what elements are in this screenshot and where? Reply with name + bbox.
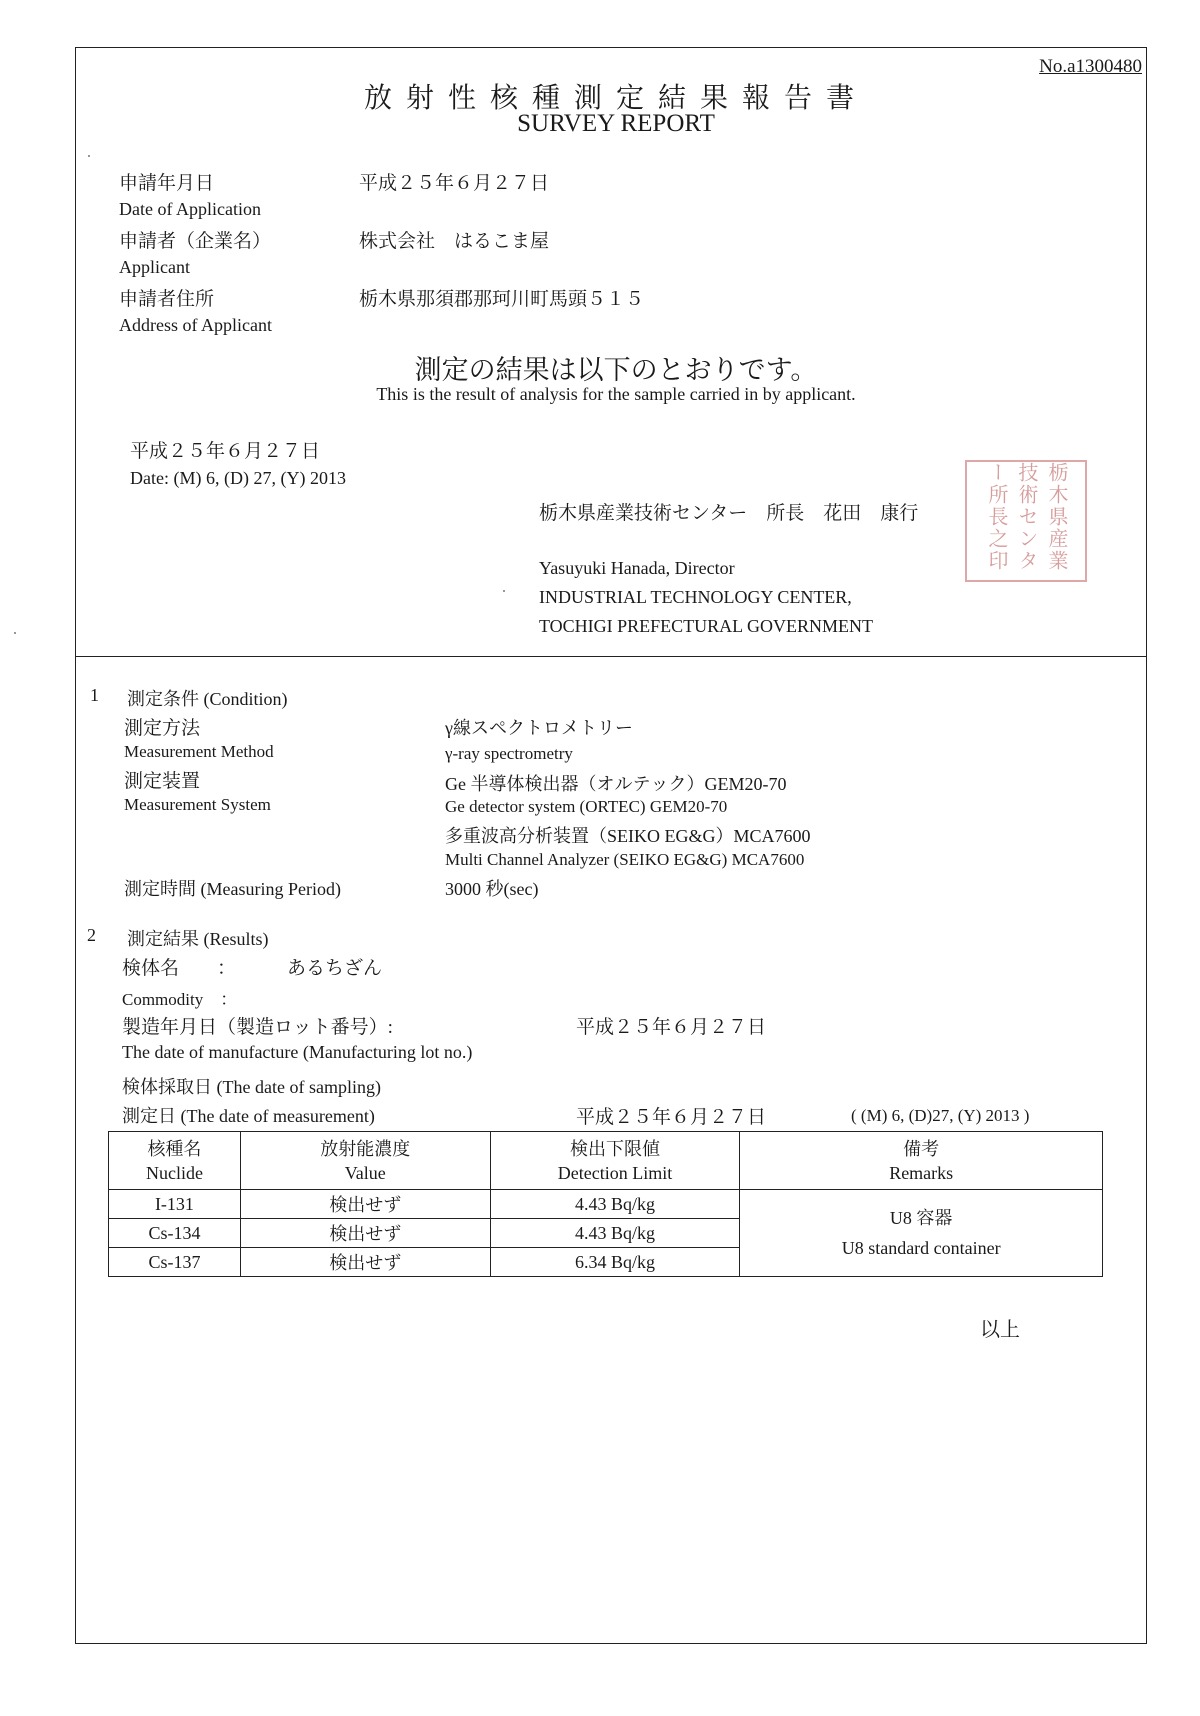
header-nuclide-en: Nuclide — [145, 1162, 203, 1183]
issue-date-ja: 平成２５年６月２７日 — [130, 441, 321, 462]
cell-value: 検出せず — [240, 1219, 490, 1248]
header-remarks-ja: 備考 — [903, 1138, 940, 1159]
scan-speck — [88, 155, 90, 157]
header-nuclide-ja: 核種名 — [147, 1138, 202, 1159]
seal-lettering: 栃木県産業技術センター所長之印 — [985, 462, 1067, 572]
applicant-label-ja: 申請者（企業名） — [119, 231, 272, 252]
issue-date-en: Date: (M) 6, (D) 27, (Y) 2013 — [130, 468, 346, 488]
header-remarks — [740, 1132, 1103, 1190]
period-value: 3000 秒(sec) — [445, 879, 539, 899]
table-row — [109, 1190, 1103, 1219]
header-remarks-en: Remarks — [889, 1162, 954, 1183]
document-number: No.a1300480 — [1039, 56, 1142, 77]
title-japanese: 放射性核種測定結果報告書 — [363, 83, 868, 114]
address-value: 栃木県那須郡那珂川町馬頭５１５ — [359, 289, 645, 310]
official-seal — [965, 460, 1087, 582]
header-limit-en: Detection Limit — [557, 1162, 673, 1183]
cell-nuclide: Cs-137 — [109, 1248, 241, 1277]
scan-speck — [503, 590, 505, 592]
method-value-ja: γ線スペクトロメトリー — [445, 718, 633, 738]
commodity-value: あるちざん — [287, 958, 383, 979]
method-value-en: γ-ray spectrometry — [445, 744, 573, 763]
results-table — [108, 1131, 1103, 1277]
commodity-label-en: Commodity ： — [122, 990, 238, 1009]
notice-japanese: 測定の結果は以下のとおりです。 — [414, 355, 818, 385]
manufacture-value: 平成２５年６月２７日 — [576, 1017, 767, 1038]
manufacture-label-en: The date of manufacture (Manufacturing lot no.) — [122, 1042, 473, 1062]
issuer-name-en: Yasuyuki Hanada, Director — [539, 558, 735, 578]
application-date-label-ja: 申請年月日 — [119, 173, 215, 194]
application-date-value: 平成２５年６月２７日 — [359, 173, 550, 194]
cell-nuclide: I-131 — [109, 1190, 241, 1219]
issuer-org-line1: INDUSTRIAL TECHNOLOGY CENTER, — [539, 587, 852, 607]
cell-limit: 6.34 Bq/kg — [490, 1248, 740, 1277]
cell-value: 検出せず — [240, 1190, 490, 1219]
section2-number: 2 — [87, 925, 96, 945]
manufacture-label-ja: 製造年月日（製造ロット番号）: — [122, 1017, 393, 1038]
header-limit — [490, 1132, 740, 1190]
system-value-line1: Ge 半導体検出器（オルテック）GEM20-70 — [445, 774, 787, 794]
header-limit-ja: 検出下限値 — [569, 1138, 660, 1159]
method-label-en: Measurement Method — [124, 742, 274, 761]
closing-mark: 以上 — [980, 1319, 1020, 1341]
measurement-value-en: ( (M) 6, (D)27, (Y) 2013 ) — [851, 1106, 1030, 1125]
system-value-line3: 多重波高分析装置（SEIKO EG&G）MCA7600 — [445, 826, 811, 846]
header-value — [240, 1132, 490, 1190]
address-label-en: Address of Applicant — [119, 315, 272, 335]
cell-value: 検出せず — [240, 1248, 490, 1277]
notice-english: This is the result of analysis for the sample carried in by applicant. — [376, 384, 856, 404]
sampling-label: 検体採取日 (The date of sampling) — [122, 1077, 381, 1097]
cell-limit: 4.43 Bq/kg — [490, 1190, 740, 1219]
remarks-en: U8 standard container — [841, 1238, 1001, 1258]
issuer-line-ja: 栃木県産業技術センター 所長 花田 康行 — [539, 503, 919, 524]
section-divider — [75, 656, 1147, 657]
cell-nuclide: Cs-134 — [109, 1219, 241, 1248]
measurement-label: 測定日 (The date of measurement) — [122, 1106, 375, 1126]
address-label-ja: 申請者住所 — [119, 289, 215, 310]
commodity-label-ja: 検体名 ： — [122, 958, 237, 979]
section2-title: 測定結果 (Results) — [127, 929, 269, 949]
cell-remarks — [740, 1190, 1103, 1277]
system-value-line2: Ge detector system (ORTEC) GEM20-70 — [445, 797, 728, 816]
system-value-line4: Multi Channel Analyzer (SEIKO EG&G) MCA7600 — [445, 850, 805, 869]
system-label-en: Measurement System — [124, 795, 271, 814]
applicant-label-en: Applicant — [119, 257, 190, 277]
title-english: SURVEY REPORT — [517, 110, 715, 137]
application-date-label-en: Date of Application — [119, 199, 261, 219]
measurement-value-ja: 平成２５年６月２７日 — [576, 1107, 767, 1128]
cell-limit: 4.43 Bq/kg — [490, 1219, 740, 1248]
section1-number: 1 — [90, 685, 99, 705]
issuer-org-line2: TOCHIGI PREFECTURAL GOVERNMENT — [539, 616, 874, 636]
header-value-en: Value — [344, 1162, 386, 1183]
header-nuclide — [109, 1132, 241, 1190]
system-label-ja: 測定装置 — [124, 771, 201, 792]
period-label: 測定時間 (Measuring Period) — [124, 879, 341, 899]
applicant-value: 株式会社 はるこま屋 — [359, 231, 550, 252]
table-header-row — [109, 1132, 1103, 1190]
method-label-ja: 測定方法 — [124, 718, 201, 739]
scan-speck — [14, 632, 16, 634]
remarks-ja: U8 容器 — [889, 1208, 953, 1228]
header-value-ja: 放射能濃度 — [320, 1138, 411, 1159]
section1-title: 測定条件 (Condition) — [127, 689, 288, 709]
